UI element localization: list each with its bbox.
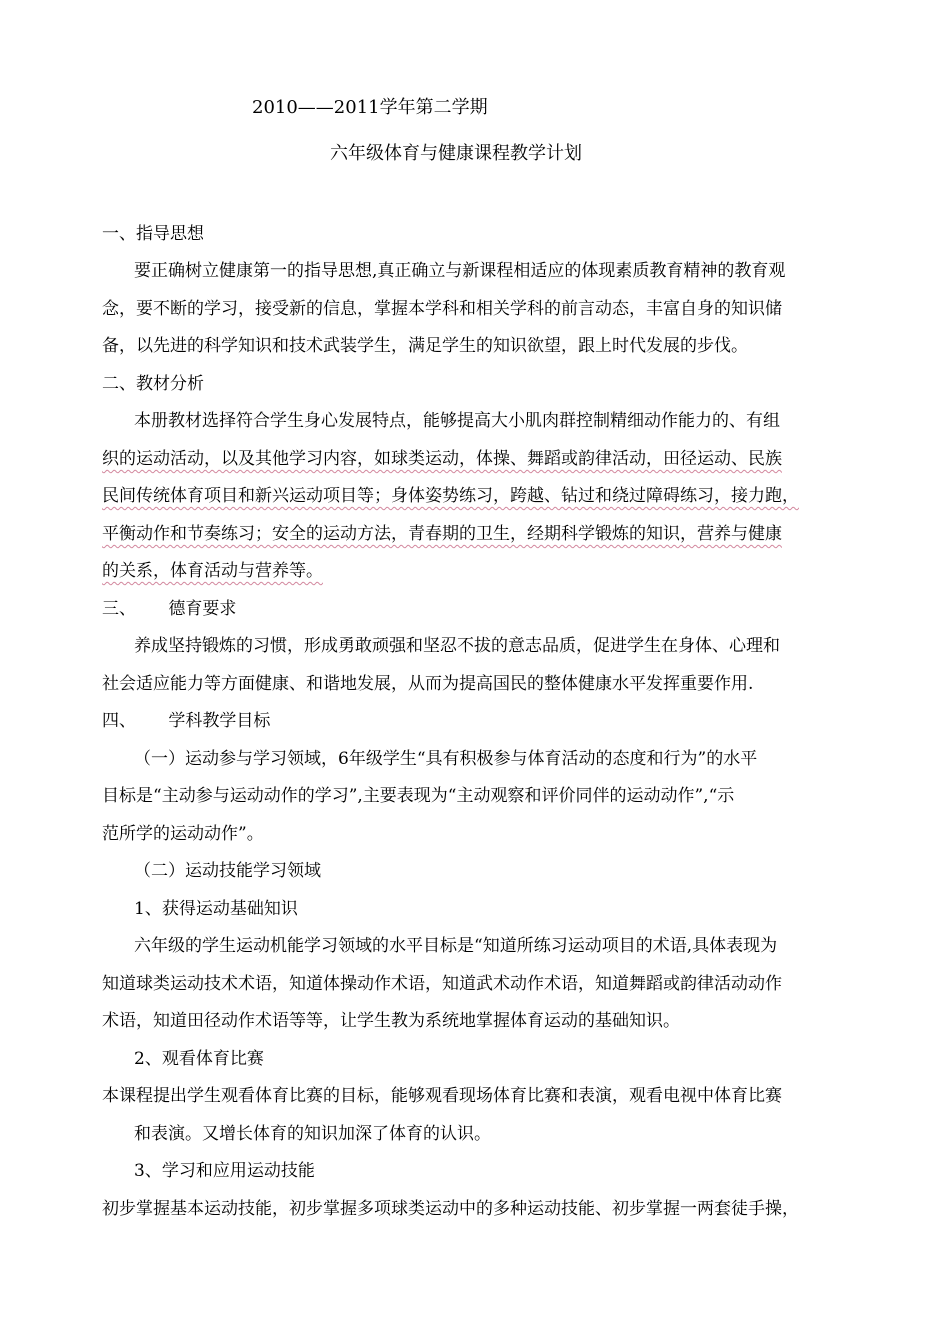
section-heading-moral-education: 三、 德育要求: [102, 599, 237, 619]
paragraph-line: 备，以先进的科学知识和技术武装学生，满足学生的知识欲望，跟上时代发展的步伐。: [102, 336, 748, 356]
paragraph-line: 本课程提出学生观看体育比赛的目标，能够观看现场体育比赛和表演，观看电视中体育比赛: [102, 1086, 782, 1106]
title-plan: 六年级体育与健康课程教学计划: [330, 143, 582, 164]
subsection-heading: （二）运动技能学习领域: [134, 861, 321, 881]
paragraph-line: 的关系，体育活动与营养等。: [102, 561, 323, 581]
subsection-item-heading: 1、获得运动基础知识: [134, 899, 298, 919]
paragraph-line: 念，要不断的学习，接受新的信息，掌握本学科和相关学科的前言动态，丰富自身的知识储: [102, 299, 782, 319]
paragraph-line: 养成坚持锻炼的习惯，形成勇敢顽强和坚忍不拔的意志品质，促进学生在身体、心理和: [134, 636, 780, 656]
subsection-item-heading: 2、观看体育比赛: [134, 1049, 264, 1069]
paragraph-line: [134, 411, 780, 431]
subsection-item-heading: 3、学习和应用运动技能: [134, 1161, 315, 1181]
paragraph-line: （一）运动参与学习领域，6年级学生“具有积极参与体育活动的态度和行为”的水平: [134, 749, 758, 769]
section-heading-material-analysis: 二、教材分析: [102, 374, 204, 394]
paragraph-line: 社会适应能力等方面健康、和谐地发展，从而为提高国民的整体健康水平发挥重要作用.: [102, 674, 754, 694]
paragraph-line: 平衡动作和节奏练习；安全的运动方法，青春期的卫生，经期科学锻炼的知识，营养与健康: [102, 524, 782, 544]
paragraph-line: 知道球类运动技术术语，知道体操动作术语，知道武术动作术语，知道舞蹈或韵律活动动作: [102, 974, 782, 994]
paragraph-line: 术语，知道田径动作术语等等，让学生教为系统地掌握体育运动的基础知识。: [102, 1011, 680, 1031]
paragraph-line: 织的运动活动，以及其他学习内容，如球类运动，体操、舞蹈或韵律活动，田径运动、民族: [102, 449, 782, 469]
paragraph-line: 初步掌握基本运动技能，初步掌握多项球类运动中的多种运动技能、初步掌握一两套徒手操，: [102, 1199, 799, 1219]
paragraph-line: 范所学的运动动作”。: [102, 824, 264, 844]
text-segment: 本册教材选择符合学生身心发展特点，能够提高大小肌肉群控制精细动作能力的、有组: [134, 411, 780, 431]
paragraph-line: 民间传统体育项目和新兴运动项目等；身体姿势练习，跨越、钻过和绕过障碍练习，接力跑，: [102, 486, 799, 506]
paragraph-line: 要正确树立健康第一的指导思想,真正确立与新课程相适应的体现素质教育精神的教育观: [134, 261, 786, 281]
paragraph-line: 目标是“主动参与运动动作的学习”,主要表现为“主动观察和评价同伴的运动动作”,“示: [102, 786, 735, 806]
section-heading-guiding-thought: 一、指导思想: [102, 224, 204, 244]
paragraph-line: 和表演。又增长体育的知识加深了体育的认识。: [134, 1124, 491, 1144]
title-semester: 2010——2011学年第二学期: [252, 97, 488, 118]
section-heading-teaching-goals: 四、 学科教学目标: [102, 711, 271, 731]
paragraph-line: 六年级的学生运动机能学习领域的水平目标是“知道所练习运动项目的术语,具体表现为: [134, 936, 778, 956]
